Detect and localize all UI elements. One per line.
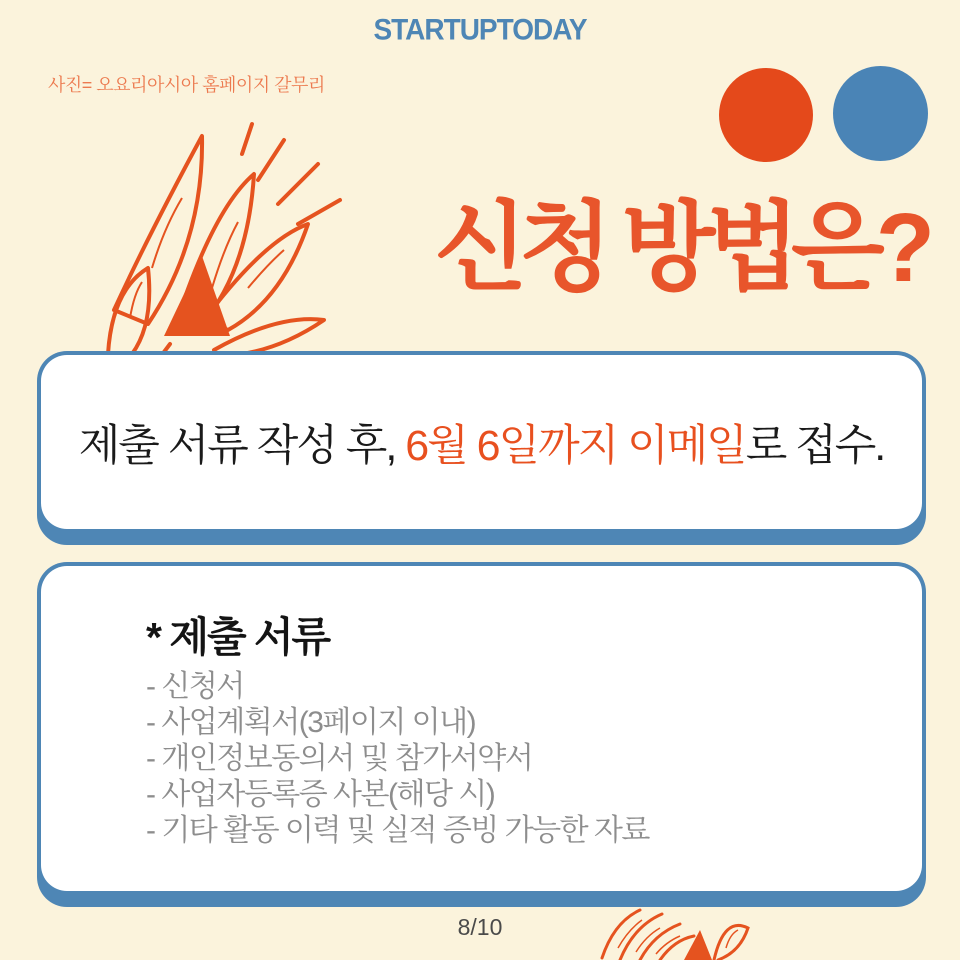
- list-item: - 사업계획서(3페이지 이내): [146, 706, 476, 740]
- notice-card: [37, 351, 926, 545]
- page-number: 8/10: [457, 914, 503, 940]
- list-item: - 개인정보동의서 및 참가서약서: [146, 742, 533, 776]
- notice-text-highlight: 6월 6일까지 이메일: [405, 421, 746, 470]
- documents-heading: * 제출 서류: [146, 614, 330, 660]
- orange-dot-icon: [719, 68, 813, 162]
- notice-text-part1: 제출 서류 작성 후,: [78, 421, 406, 470]
- photo-credit-caption: 사진= 오요리아시아 홈페이지 갈무리: [48, 75, 325, 95]
- list-item: - 신청서: [146, 670, 244, 704]
- brand-logo: STARTUPTODAY: [373, 13, 587, 46]
- list-item: - 사업자등록증 사본(해당 시): [146, 778, 495, 812]
- page-title: 신청 방법은?: [434, 193, 926, 302]
- documents-card-body: [41, 566, 922, 891]
- documents-card: [37, 562, 926, 907]
- documents-list: [146, 669, 882, 849]
- blue-dot-icon: [833, 66, 928, 161]
- list-item: - 기타 활동 이력 및 실적 증빙 가능한 자료: [146, 814, 649, 848]
- notice-card-body: [41, 355, 922, 529]
- notice-text: [79, 412, 885, 473]
- botanical-sketch-icon: [52, 118, 344, 356]
- notice-text-part2: 로 접수.: [745, 421, 885, 470]
